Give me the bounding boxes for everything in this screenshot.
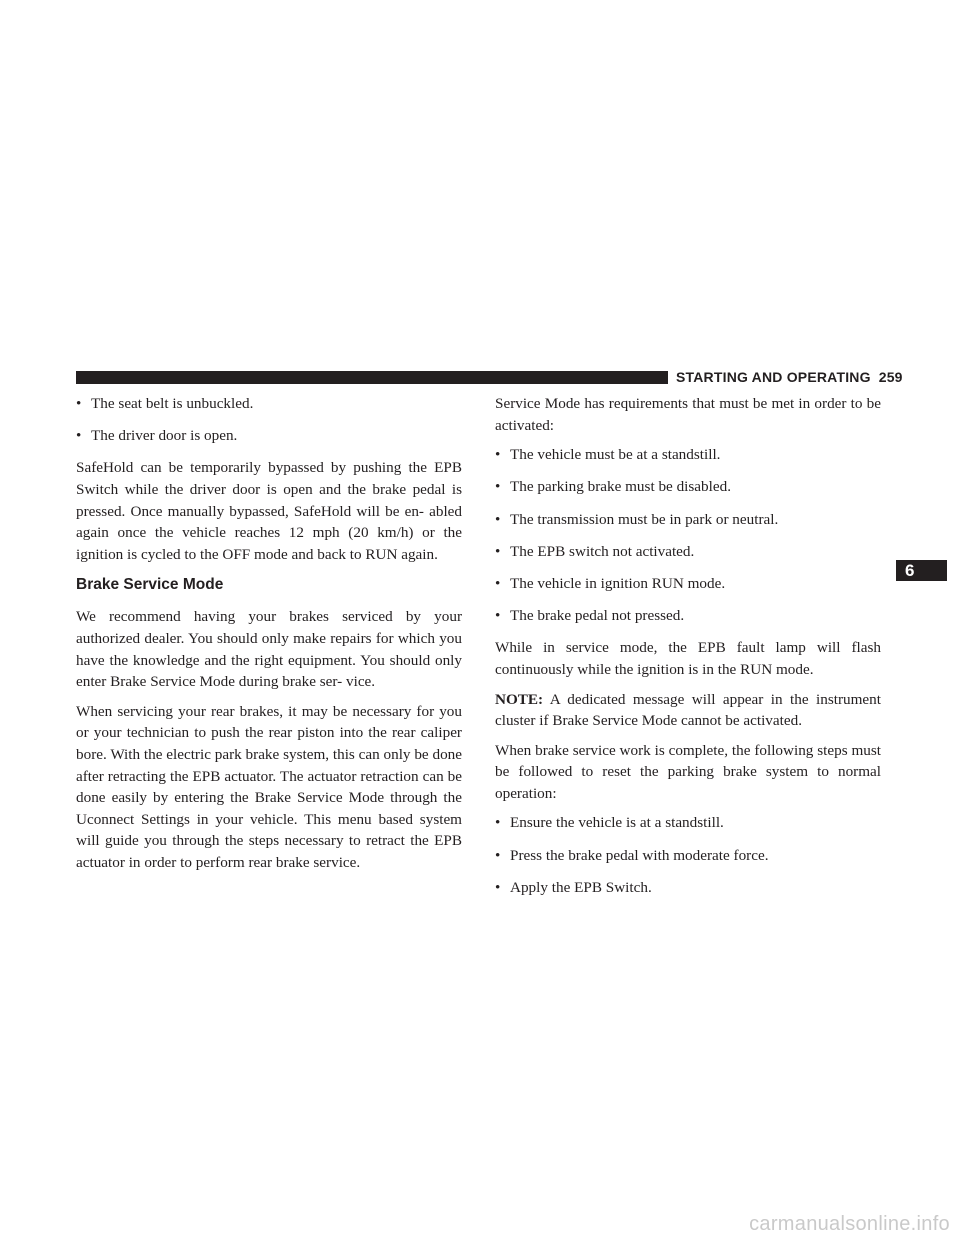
bullet-icon: • xyxy=(495,510,501,528)
note-label: NOTE: xyxy=(495,690,544,708)
list-item: • The parking brake must be disabled. xyxy=(495,476,881,498)
bullet-icon: • xyxy=(495,446,501,464)
right-column xyxy=(495,393,881,909)
list-item: • The seat belt is unbuckled. xyxy=(76,393,462,415)
list-item: • The vehicle must be at a standstill. xyxy=(495,444,881,466)
list-item: • Press the brake pedal with moderate force. xyxy=(495,845,881,867)
list-item: • The brake pedal not pressed. xyxy=(495,605,881,627)
list-item: • Apply the EPB Switch. xyxy=(495,877,881,899)
safehold-paragraph: SafeHold can be temporarily bypassed by pushing the EPB Switch while the driver door is open and the brake pedal is pressed. Once manually bypassed, SafeHold will be en- abled again once the vehicle reaches 12 mph (20 km/h) or the ignition is cycled to the OFF mode and back to RUN again. xyxy=(76,459,462,563)
left-column xyxy=(76,393,462,881)
page-number: 259 xyxy=(878,369,903,385)
section-heading: Brake Service Mode xyxy=(76,576,224,594)
bullet-icon: • xyxy=(495,478,501,496)
bullet-icon: • xyxy=(76,427,82,445)
bullet-icon: • xyxy=(495,846,501,864)
list-item: • The transmission must be in park or neutral. xyxy=(495,509,881,531)
bullet-icon: • xyxy=(495,814,501,832)
bullet-icon: • xyxy=(495,607,501,625)
chapter-tab: 6 xyxy=(896,560,947,581)
complete-paragraph: When brake service work is complete, the following steps must be followed to reset the parking brake system to normal operation: xyxy=(495,741,881,802)
running-header xyxy=(676,368,903,386)
bullet-icon: • xyxy=(495,574,501,592)
recommend-paragraph: We recommend having your brakes serviced by your authorized dealer. You should only make repairs for which you have the knowledge and the right equipment. You should only enter Brake Service Mode during brake ser- vice. xyxy=(76,608,462,691)
servicing-paragraph: When servicing your rear brakes, it may be necessary for you or your technician to push the rear piston into the rear caliper bore. With the electric park brake system, this can only be done after retracting the EPB actuator. The actuator retraction can be done easily by entering the Brake Service Mode through the Uconnect Settings in your vehicle. This menu based system will guide you through the steps necessary to retract the EPB actuator in order to perform rear brake service. xyxy=(76,702,462,871)
list-item: • The vehicle in ignition RUN mode. xyxy=(495,573,881,595)
header-rule xyxy=(76,371,668,384)
bullet-icon: • xyxy=(76,395,82,412)
bullet-icon: • xyxy=(495,542,501,560)
bullet-icon: • xyxy=(495,878,501,896)
list-item: • Ensure the vehicle is at a standstill. xyxy=(495,812,881,834)
section-title: STARTING AND OPERATING xyxy=(676,369,871,385)
note-paragraph xyxy=(495,689,881,732)
watermark: carmanualsonline.info xyxy=(749,1213,950,1235)
list-item: • The EPB switch not activated. xyxy=(495,541,881,563)
list-item: • The driver door is open. xyxy=(76,425,462,447)
service-mode-paragraph: While in service mode, the EPB fault lamp will flash continuously while the ignition is in the RUN mode. xyxy=(495,639,881,678)
note-text: A dedicated message will appear in the instrument cluster if Brake Service Mode cannot be activated. xyxy=(495,690,881,730)
requirements-paragraph: Service Mode has requirements that must be met in order to be activated: xyxy=(495,395,881,434)
